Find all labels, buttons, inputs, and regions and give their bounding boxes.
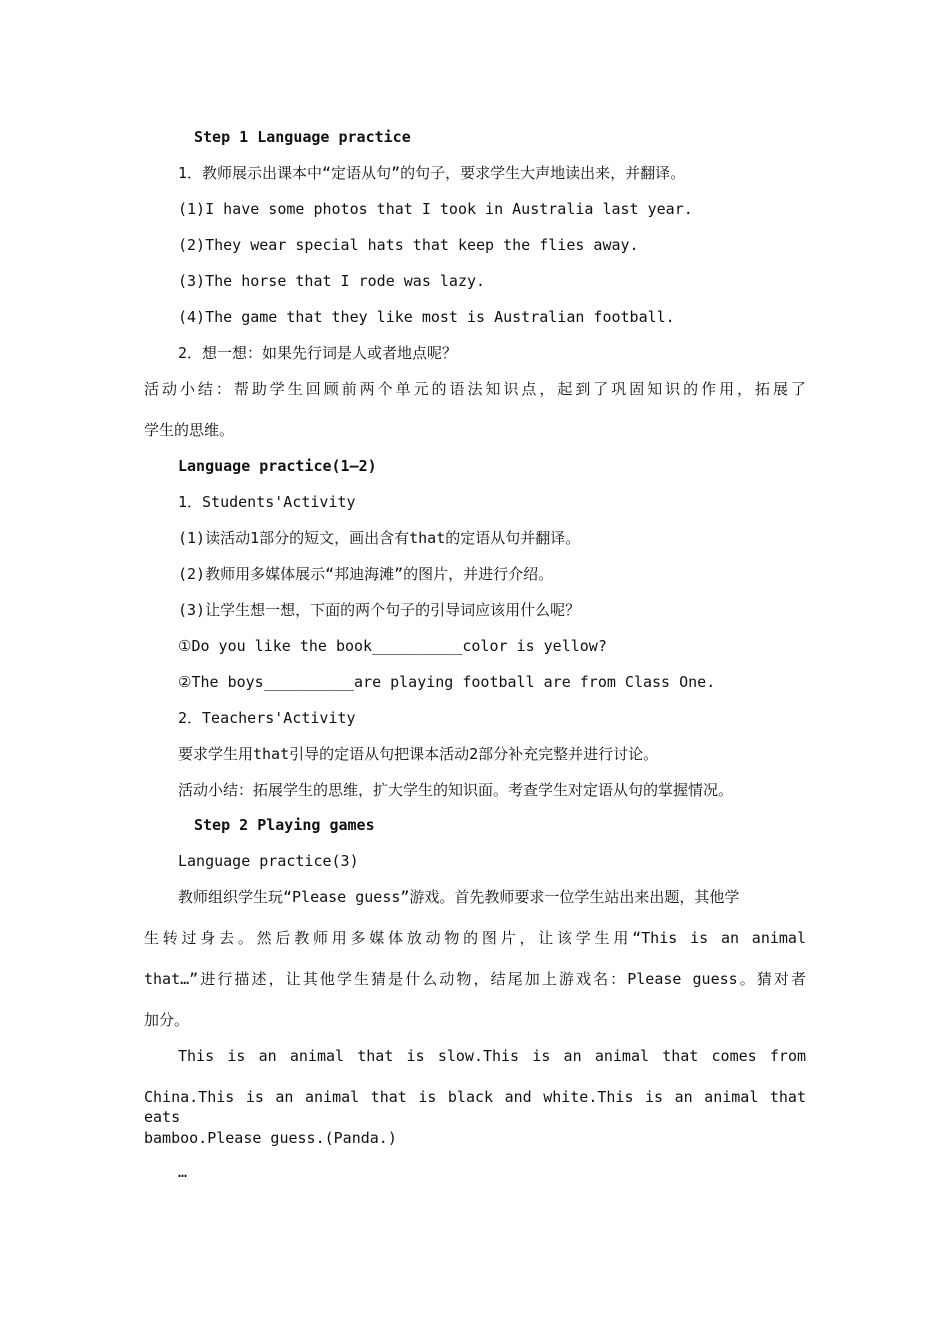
students-activity-sub3: (3)让学生想一想，下面的两个句子的引导词应该用什么呢？ bbox=[178, 601, 581, 619]
step1-item1: 1．教师展示出课本中“定语从句”的句子，要求学生大声地读出来，并翻译。 bbox=[178, 164, 686, 182]
step1-item2: 2．想一想：如果先行词是人或者地点呢？ bbox=[178, 344, 458, 362]
game-paragraph-line2: 生转过身去。然后教师用多媒体放动物的图片，让该学生用“This is an animal bbox=[144, 929, 806, 947]
step1-summary-line1: 活动小结：帮助学生回顾前两个单元的语法知识点，起到了巩固知识的作用，拓展了 bbox=[144, 380, 806, 398]
students-activity: 1．Students'Activity bbox=[178, 493, 356, 511]
example-line3: bamboo.Please guess.(Panda.) bbox=[144, 1129, 397, 1147]
game-paragraph-line3: that…”进行描述，让其他学生猜是什么动物，结尾加上游戏名：Please guess。猜对者 bbox=[144, 970, 806, 988]
teachers-activity: 2．Teachers'Activity bbox=[178, 709, 356, 727]
ellipsis: … bbox=[178, 1163, 188, 1181]
example-sentence-3: (3)The horse that I rode was lazy. bbox=[178, 272, 486, 290]
lp12-summary: 活动小结：拓展学生的思维，扩大学生的知识面。考查学生对定语从句的掌握情况。 bbox=[178, 781, 734, 799]
teachers-activity-task: 要求学生用that引导的定语从句把课本活动2部分补充完整并进行讨论。 bbox=[178, 745, 659, 763]
step2-heading: Step 2 Playing games bbox=[194, 816, 375, 834]
step1-heading: Step 1 Language practice bbox=[194, 128, 411, 146]
step2-subheading: Language practice(3) bbox=[178, 852, 359, 870]
game-paragraph-line4: 加分。 bbox=[144, 1011, 190, 1029]
game-paragraph-line1: 教师组织学生玩“Please guess”游戏。首先教师要求一位学生站出来出题，其他学 bbox=[178, 888, 740, 906]
lp12-heading: Language practice(1—2) bbox=[178, 457, 377, 475]
example-sentence-4: (4)The game that they like most is Australian football. bbox=[178, 308, 675, 326]
example-sentence-2: (2)They wear special hats that keep the flies away. bbox=[178, 236, 639, 254]
fill-blank-question-1: ①Do you like the book__________color is yellow? bbox=[178, 637, 607, 655]
example-line2: China.This is an animal that is black and white.This is an animal that eats bbox=[144, 1088, 806, 1126]
fill-blank-question-2: ②The boys__________are playing football are from Class One. bbox=[178, 673, 716, 691]
students-activity-sub1: (1)读活动1部分的短文，画出含有that的定语从句并翻译。 bbox=[178, 529, 581, 547]
students-activity-sub2: (2)教师用多媒体展示“邦迪海滩”的图片，并进行介绍。 bbox=[178, 565, 554, 583]
example-sentence-1: (1)I have some photos that I took in Australia last year. bbox=[178, 200, 693, 218]
example-line1: This is an animal that is slow.This is an animal that comes from bbox=[178, 1047, 806, 1065]
step1-summary-line2: 学生的思维。 bbox=[144, 421, 235, 439]
